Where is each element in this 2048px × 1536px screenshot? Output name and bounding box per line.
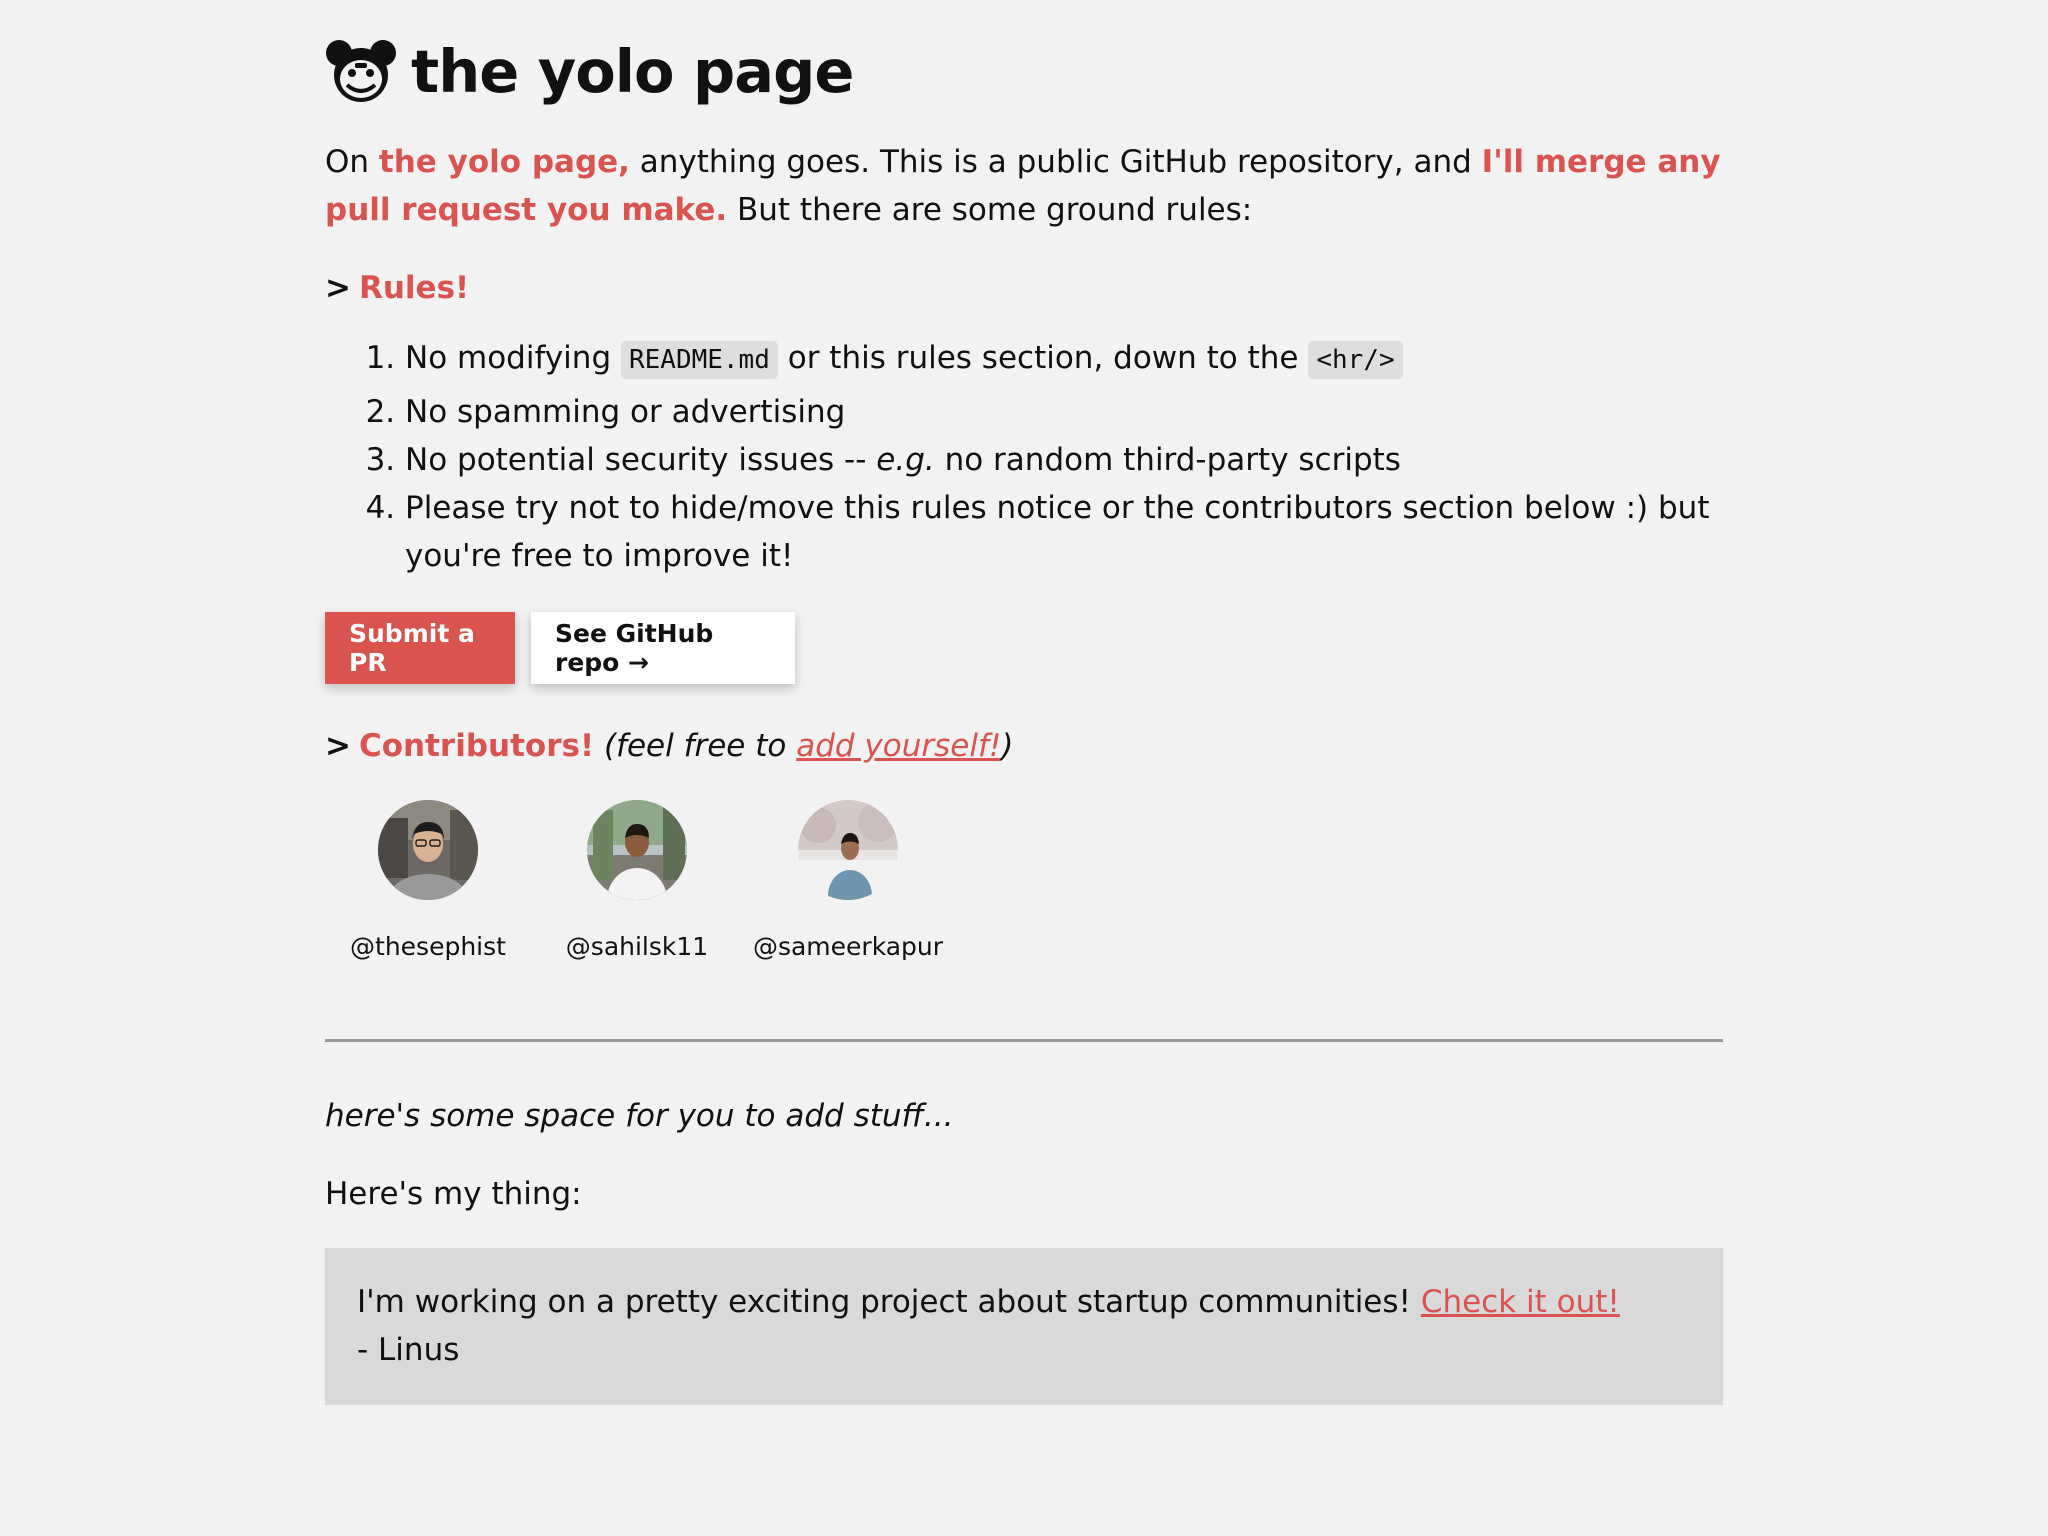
contributor-handle: @sahilsk11	[565, 932, 709, 961]
linus-note-text: I'm working on a pretty exciting project about startup communities!	[357, 1284, 1421, 1320]
rule-3-emphasis: e.g.	[876, 442, 935, 478]
rule-item	[405, 436, 1723, 484]
contributors-heading	[325, 722, 1723, 770]
see-github-repo-button[interactable]: See GitHub repo →	[531, 612, 795, 684]
hr-code: <hr/>	[1308, 341, 1402, 379]
contributors-marker: >	[325, 728, 351, 764]
page-title-text: the yolo page	[411, 36, 854, 106]
add-yourself-link[interactable]: add yourself!	[796, 728, 1002, 764]
contributor-handle: @sameerkapur	[752, 932, 944, 961]
readme-code: README.md	[621, 341, 778, 379]
intro-highlight-merge: I'll merge any pull request you make.	[325, 144, 1721, 228]
contributor-card[interactable]	[325, 800, 531, 961]
avatar[interactable]	[798, 800, 898, 900]
intro-suffix: But there are some ground rules:	[727, 192, 1253, 228]
contributor-card[interactable]	[743, 800, 953, 961]
contributors-note-suffix: )	[1001, 728, 1014, 764]
page-title	[325, 34, 1723, 108]
rule-3-text-before: No potential security issues --	[405, 442, 877, 478]
rules-list	[325, 334, 1723, 580]
action-buttons	[325, 612, 1723, 684]
rule-3-text-after: no random third-party scripts	[934, 442, 1401, 478]
contributors-note	[604, 728, 1013, 764]
contributors-list	[325, 800, 1723, 961]
avatar[interactable]	[378, 800, 478, 900]
linus-signature: - Linus	[357, 1332, 460, 1368]
submit-pr-button[interactable]: Submit a PR	[325, 612, 515, 684]
rule-item	[405, 334, 1723, 384]
space-note: here's some space for you to add stuff...	[325, 1098, 954, 1134]
contributors-note-prefix: (feel free to	[603, 728, 797, 764]
intro-paragraph	[325, 138, 1723, 234]
rules-heading-label: Rules!	[358, 270, 470, 306]
monkey-face-icon	[325, 39, 397, 103]
rules-marker: >	[325, 270, 351, 306]
linus-note-line	[357, 1278, 1691, 1326]
intro-middle: anything goes. This is a public GitHub repository, and	[629, 144, 1482, 180]
intro-highlight-yolo: the yolo page,	[378, 144, 630, 180]
contributor-handle: @thesephist	[350, 932, 506, 961]
intro-prefix: On	[325, 144, 379, 180]
rule-4-text: Please try not to hide/move this rules notice or the contributors section below :) but you're free to improve it!	[405, 490, 1710, 574]
page-container	[325, 0, 1723, 1405]
rule-item	[405, 388, 1723, 436]
linus-note-box	[325, 1248, 1723, 1405]
rule-item	[405, 484, 1723, 580]
contributors-heading-label: Contributors!	[358, 728, 595, 764]
rules-divider	[325, 1039, 1723, 1042]
my-thing-label: Here's my thing:	[325, 1176, 582, 1212]
avatar[interactable]	[587, 800, 687, 900]
rule-2-text: No spamming or advertising	[405, 394, 846, 430]
contributor-card[interactable]	[531, 800, 743, 961]
check-it-out-link[interactable]: Check it out!	[1420, 1284, 1620, 1320]
rule-1-text-before: No modifying	[405, 340, 621, 376]
rule-1-text-middle: or this rules section, down to the	[777, 340, 1309, 376]
rules-heading	[325, 264, 1723, 312]
